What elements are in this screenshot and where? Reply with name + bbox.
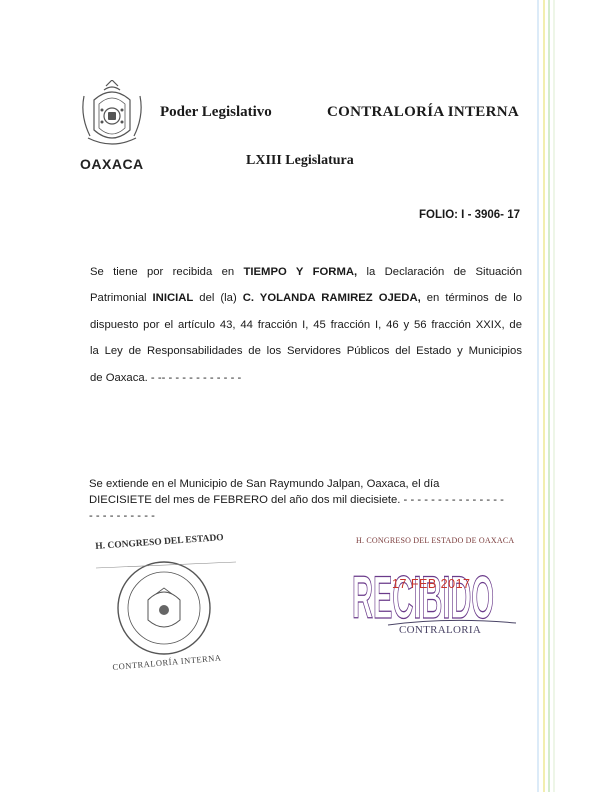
text-run: Se tiene por recibida en (90, 266, 244, 278)
header-legislatura: LXIII Legislatura (246, 153, 354, 168)
paragraph-line-3: dispuesto por el artículo 43, 44 fracción I, 45 fracción I, 46 y 56 fracción XXIX, de (90, 318, 522, 331)
seal-bottom-text: CONTRALORÍA INTERNA (112, 652, 222, 672)
oaxaca-coat-of-arms-logo (78, 80, 146, 158)
header-poder-legislativo: Poder Legislativo (160, 104, 272, 120)
received-stamp-date: 17 FEB 2017 (392, 577, 471, 591)
folio-number: FOLIO: I - 3906- 17 (419, 209, 520, 221)
paragraph-line-5: de Oaxaca. - -- - - - - - - - - - - - (90, 371, 242, 384)
received-stamp-header: H. CONGRESO DEL ESTADO DE OAXACA (356, 536, 515, 545)
text-run: Patrimonial (90, 292, 153, 305)
closing-line-1: Se extiende en el Municipio de San Raymundo Jalpan, Oaxaca, el día (89, 478, 440, 490)
text-run: del (la) (193, 292, 243, 305)
seal-top-text: H. CONGRESO DEL ESTADO (95, 533, 225, 552)
declarant-name: C. YOLANDA RAMIREZ OJEDA, (242, 292, 421, 305)
inicial-bold: INICIAL (152, 292, 194, 305)
closing-statement (89, 476, 529, 524)
text-run: en términos de lo (420, 292, 522, 305)
closing-line-3: - - - - - - - - - - (89, 510, 155, 522)
declaration-paragraph (90, 259, 522, 391)
closing-line-2: DIECISIETE del mes de FEBRERO del año dos mil diecisiete. - - - - - - - - - - - - - - - (89, 494, 504, 506)
received-stamp-footer: CONTRALORIA (399, 624, 482, 636)
header-department: CONTRALORÍA INTERNA (327, 104, 519, 120)
emblem-label: OAXACA (80, 156, 144, 172)
paragraph-line-4: la Ley de Responsabilidades de los Servidores Públicos del Estado y Municipios (90, 345, 522, 358)
text-run: la Declaración de Situación (357, 266, 522, 278)
scan-edge-lines (535, 0, 565, 792)
recibido-stamp-word: RECIBIDO (352, 564, 494, 631)
paragraph-line-2 (90, 285, 522, 311)
tiempo-forma-bold: TIEMPO Y FORMA, (243, 266, 358, 278)
paragraph-line-1 (90, 259, 522, 285)
